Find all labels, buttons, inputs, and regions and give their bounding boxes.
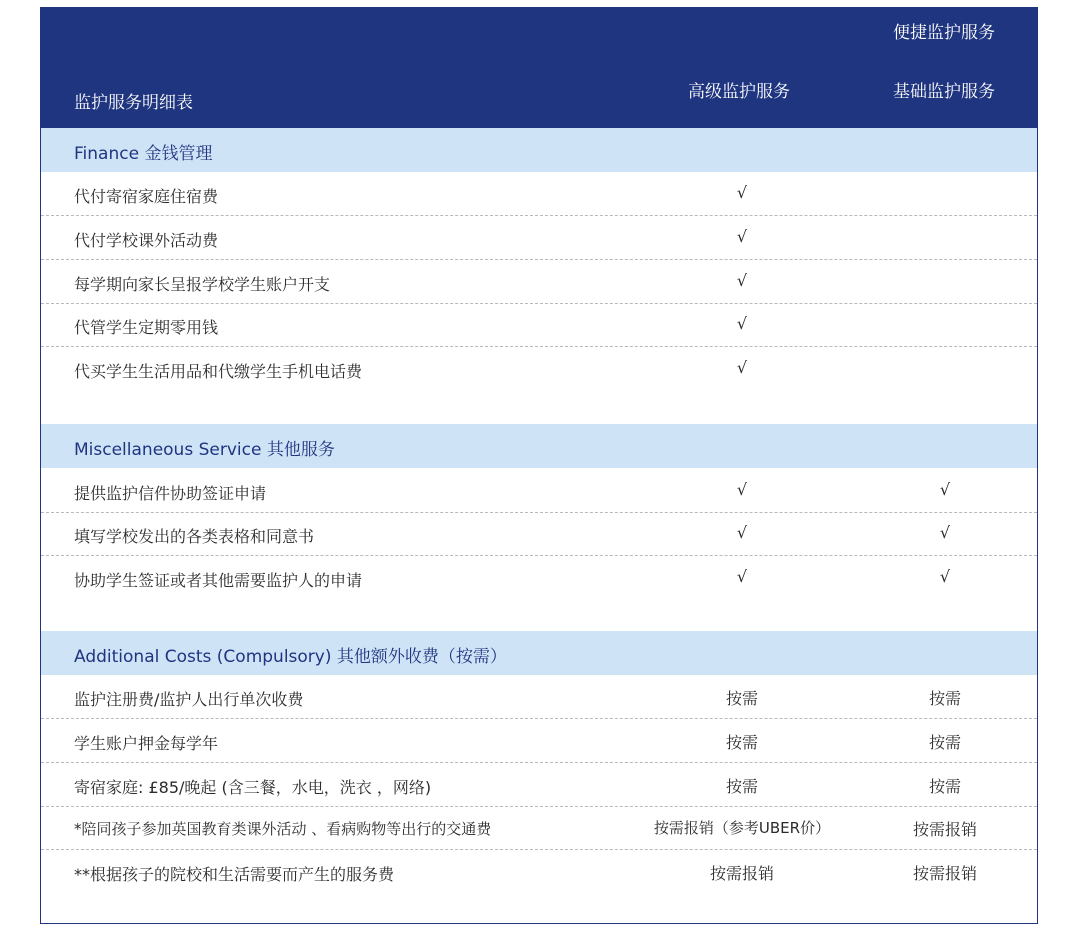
row-label: 每学期向家长呈报学校学生账户开支: [74, 275, 331, 294]
premium-value: 按需报销: [709, 864, 775, 883]
row-label: *陪同孩子参加英国教育类课外活动 、看病购物等出行的交通费: [74, 820, 492, 838]
premium-value: 按需: [725, 777, 759, 796]
row-label: 代买学生生活用品和代缴学生手机电话费: [74, 362, 363, 381]
premium-value: √: [736, 227, 748, 246]
basic-value: 按需: [928, 733, 962, 752]
row-label: 监护注册费/监护人出行单次收费: [74, 690, 304, 709]
header-col-premium: 高级监护服务: [688, 82, 790, 102]
basic-value: √: [939, 480, 951, 499]
table-row: [41, 763, 1037, 807]
table-row: [41, 675, 1037, 719]
section-miscellaneous: [41, 424, 1037, 468]
premium-value: √: [736, 567, 748, 586]
section-additional-costs: [41, 631, 1037, 675]
section-label: Additional Costs (Compulsory) 其他额外收费（按需）: [74, 647, 507, 667]
table-row: [41, 850, 1037, 893]
basic-value: √: [939, 523, 951, 542]
premium-value: √: [736, 523, 748, 542]
basic-value: √: [939, 567, 951, 586]
basic-value: 按需报销: [912, 820, 978, 839]
premium-value: √: [736, 183, 748, 202]
premium-value: √: [736, 480, 748, 499]
table-title: 监护服务明细表: [74, 93, 193, 113]
row-label: 提供监护信件协助签证申请: [74, 484, 267, 503]
row-label: 协助学生签证或者其他需要监护人的申请: [74, 571, 363, 590]
table-header: [41, 8, 1037, 128]
table-row: [41, 303, 1037, 347]
section-label: Miscellaneous Service 其他服务: [74, 440, 335, 460]
table-row: [41, 806, 1037, 850]
premium-value: √: [736, 271, 748, 290]
table-row: [41, 469, 1037, 513]
service-table: [40, 7, 1038, 924]
basic-value: 按需报销: [912, 864, 978, 883]
table-row: [41, 172, 1037, 216]
premium-value: 按需报销（参考UBER价）: [653, 819, 831, 837]
table-row: [41, 556, 1037, 599]
header-group-label: 便捷监护服务: [893, 23, 995, 43]
basic-value: 按需: [928, 777, 962, 796]
row-label: 学生账户押金每学年: [74, 734, 219, 753]
premium-value: √: [736, 358, 748, 377]
row-label: 寄宿家庭: £85/晚起 (含三餐，水电，洗衣 ，网络): [74, 778, 432, 797]
premium-value: 按需: [725, 689, 759, 708]
premium-value: √: [736, 314, 748, 333]
table-row: [41, 347, 1037, 390]
premium-value: 按需: [725, 733, 759, 752]
table-row: [41, 512, 1037, 556]
section-finance: [41, 128, 1037, 172]
section-label: Finance 金钱管理: [74, 144, 213, 164]
row-label: **根据孩子的院校和生活需要而产生的服务费: [74, 865, 395, 884]
basic-value: 按需: [928, 689, 962, 708]
header-col-basic: 基础监护服务: [893, 82, 995, 102]
table-row: [41, 260, 1037, 304]
table-row: [41, 719, 1037, 763]
row-label: 填写学校发出的各类表格和同意书: [74, 527, 315, 546]
row-label: 代付寄宿家庭住宿费: [74, 187, 219, 206]
row-label: 代管学生定期零用钱: [74, 318, 219, 337]
row-label: 代付学校课外活动费: [74, 231, 219, 250]
table-row: [41, 216, 1037, 260]
